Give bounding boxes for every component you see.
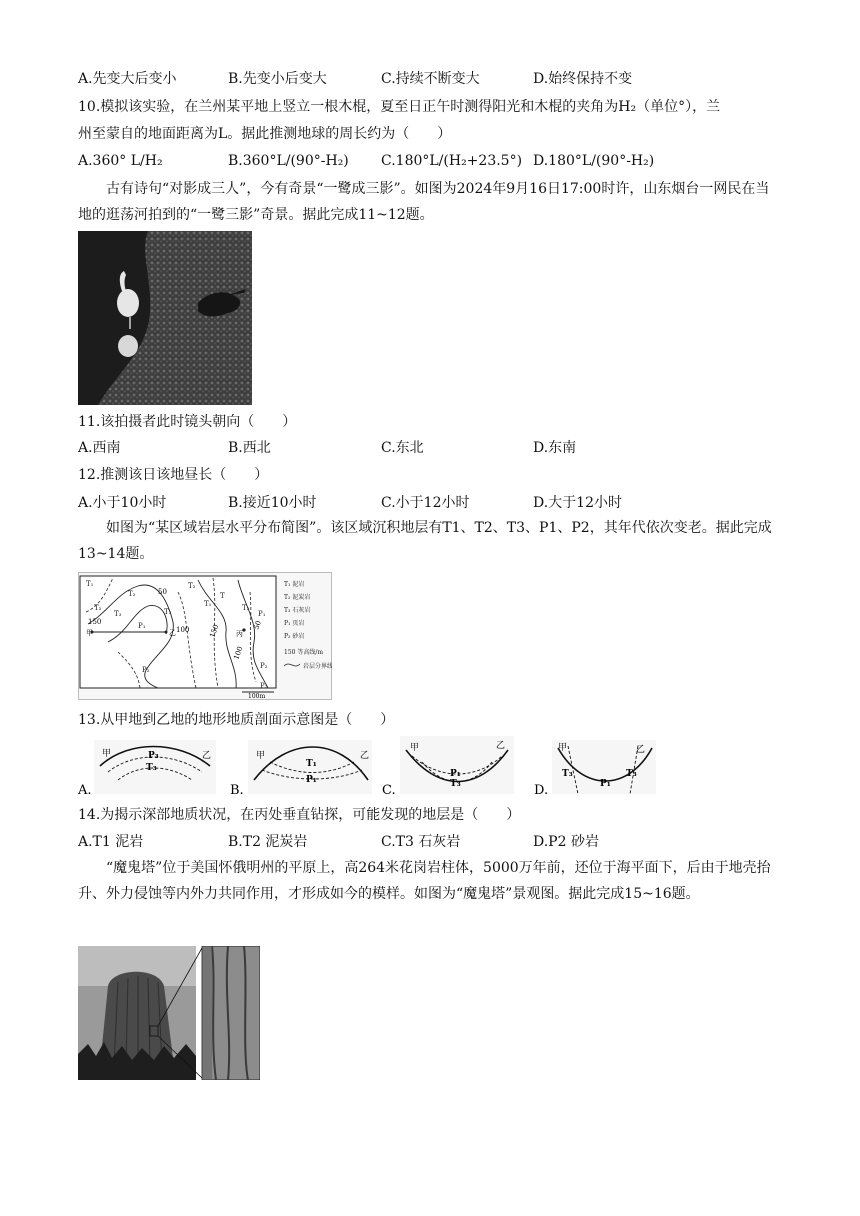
passage-11-12-text: 古有诗句“对影成三人”，今有奇景“一鹭成三影”。如图为2024年9月16日17:00时许，山东烟台一网民在当地的逛荡河拍到的“一鹭三影”奇景。据此完成11~12题。 [78, 181, 770, 223]
devils-tower-photo [78, 946, 260, 1080]
legend-boundary: 岩层分界线 [303, 663, 332, 670]
q13-stem: 13.从甲地到乙地的地形地质剖面示意图是（ ） [78, 712, 395, 728]
q10-option-a[interactable]: A.360° L/H₂ [78, 153, 163, 169]
q11-option-d[interactable]: D.东南 [533, 440, 577, 456]
q11-option-a[interactable]: A.西南 [78, 440, 121, 456]
passage-11-12 [78, 176, 783, 228]
q11-options [78, 438, 798, 458]
q13-d-jia: 甲 [558, 743, 568, 753]
q13-a-yi: 乙 [202, 751, 212, 761]
contour-label-2: 50 [158, 588, 167, 596]
map-scale: 100m [248, 693, 266, 700]
rock-layer-map-svg [78, 572, 332, 700]
q13-d-yi: 乙 [636, 745, 646, 755]
q10-options [78, 151, 798, 171]
legend-p2: P₂ 砂岩 [284, 633, 305, 640]
q9-option-b[interactable]: B.先变小后变大 [228, 71, 327, 87]
svg-text:T₃: T₃ [146, 763, 157, 773]
q13-c-yi: 乙 [496, 741, 506, 751]
q13-profile-options [78, 736, 658, 798]
q9-option-c[interactable]: C.持续不断变大 [381, 71, 480, 87]
svg-text:T₃: T₃ [562, 769, 573, 779]
q13-b-jia: 甲 [256, 751, 266, 761]
q12-option-b[interactable]: B.接近10小时 [228, 495, 317, 511]
svg-text:T₃: T₃ [114, 610, 122, 618]
legend-t3: T₃ 石灰岩 [284, 607, 311, 614]
q14-option-c[interactable]: C.T3 石灰岩 [381, 834, 461, 850]
map-place-yi: 乙 [169, 629, 176, 637]
q12-option-c[interactable]: C.小于12小时 [381, 495, 470, 511]
contour-label-1: 150 [88, 618, 102, 626]
q9-option-d[interactable]: D.始终保持不变 [533, 71, 633, 87]
q14-option-b[interactable]: B.T2 泥炭岩 [228, 834, 308, 850]
legend-contour: 150 等高线/m [284, 649, 324, 656]
q10-option-c[interactable]: C.180°L/(H₂+23.5°) [381, 153, 523, 169]
q9-options [78, 69, 798, 89]
q11-option-c[interactable]: C.东北 [381, 440, 424, 456]
svg-text:T₃: T₃ [450, 779, 461, 789]
svg-text:P₂: P₂ [260, 662, 268, 670]
q14-option-a[interactable]: A.T1 泥岩 [78, 834, 144, 850]
svg-text:T₃: T₃ [626, 769, 637, 779]
svg-text:T₂: T₂ [128, 590, 136, 598]
devils-tower-image [78, 946, 260, 1080]
svg-text:P₂: P₂ [142, 666, 150, 674]
q11-option-b[interactable]: B.西北 [228, 440, 271, 456]
q11-stem: 11.该拍摄者此时镜头朝向（ ） [78, 414, 297, 430]
q13-label-a[interactable]: A. [78, 783, 92, 798]
egret-photo-image [78, 231, 252, 405]
map-place-jia: 甲 [86, 629, 93, 637]
svg-text:T₂: T₂ [242, 604, 250, 612]
q9-option-a[interactable]: A.先变大后变小 [78, 71, 177, 87]
q13-label-d[interactable]: D. [534, 783, 549, 798]
q14-option-d[interactable]: D.P2 砂岩 [533, 834, 599, 850]
passage-13-14 [78, 515, 783, 567]
q12-option-d[interactable]: D.大于12小时 [533, 495, 622, 511]
q10-stem-line2: 州至蒙自的地面距离为L。据此推测地球的周长约为（ ） [78, 126, 452, 142]
q13-c-jia: 甲 [410, 743, 420, 753]
q13-label-b[interactable]: B. [230, 783, 244, 798]
q12-stem: 12.推测该日该地昼长（ ） [78, 467, 269, 483]
contour-label-3: 100 [176, 626, 190, 634]
q13-profile-svg [78, 736, 658, 798]
q13-a-jia: 甲 [102, 749, 112, 759]
passage-15-16 [78, 855, 783, 907]
svg-text:T: T [220, 592, 225, 600]
q13-b-yi: 乙 [360, 751, 370, 761]
map-place-bing: 丙 [236, 630, 243, 638]
q10-stem-line1: 10.模拟该实验，在兰州某平地上竖立一根木棍，夏至日正午时测得阳光和木棍的夹角为H₂（单位°），兰 [78, 99, 721, 115]
svg-text:T₁: T₁ [306, 759, 317, 769]
svg-text:P₁: P₁ [138, 622, 146, 630]
svg-text:P₃: P₃ [148, 751, 159, 761]
svg-text:T₁: T₁ [86, 580, 94, 588]
passage-13-14-text: 如图为“某区域岩层水平分布简图”。该区域沉积地层有T1、T2、T3、P1、P2，其年代依次变老。据此完成13~14题。 [78, 520, 772, 562]
svg-text:T₂: T₂ [94, 604, 102, 612]
legend-t1: T₁ 泥岩 [284, 581, 305, 588]
q14-options [78, 832, 798, 852]
q10-option-b[interactable]: B.360°L/(90°-H₂) [228, 153, 349, 169]
svg-text:T₂: T₂ [188, 582, 196, 590]
svg-text:P₁: P₁ [306, 775, 317, 785]
passage-15-16-text: “魔鬼塔”位于美国怀俄明州的平原上，高264米花岗岩柱体，5000万年前，还位于海平面下，后由于地壳抬升、外力侵蚀等内外力共同作用，才形成如今的模样。如图为“魔鬼塔”景观图。据此完成15~16题。 [78, 860, 771, 902]
svg-text:P₁: P₁ [600, 779, 611, 789]
q13-label-c[interactable]: C. [382, 783, 396, 798]
legend-p1: P₁ 页岩 [284, 620, 305, 627]
egret-photo [78, 231, 252, 405]
q14-stem: 14.为揭示深部地质状况，在丙处垂直钻探，可能发现的地层是（ ） [78, 807, 521, 823]
q12-option-a[interactable]: A.小于10小时 [78, 495, 167, 511]
svg-text:P₁: P₁ [450, 769, 461, 779]
contour-label-4: 150 [208, 623, 221, 639]
svg-text:T₁: T₁ [204, 600, 212, 608]
rock-layer-map [78, 572, 332, 700]
legend-t2: T₂ 泥炭岩 [284, 594, 311, 601]
contour-label-6: 50 [252, 619, 263, 631]
q10-option-d[interactable]: D.180°L/(90°-H₂) [533, 153, 655, 169]
svg-text:T₃: T₃ [164, 608, 172, 616]
svg-text:P₂: P₂ [260, 682, 268, 690]
svg-text:P₁: P₁ [258, 610, 266, 618]
contour-label-5: 100 [232, 645, 245, 661]
q12-options [78, 493, 798, 513]
